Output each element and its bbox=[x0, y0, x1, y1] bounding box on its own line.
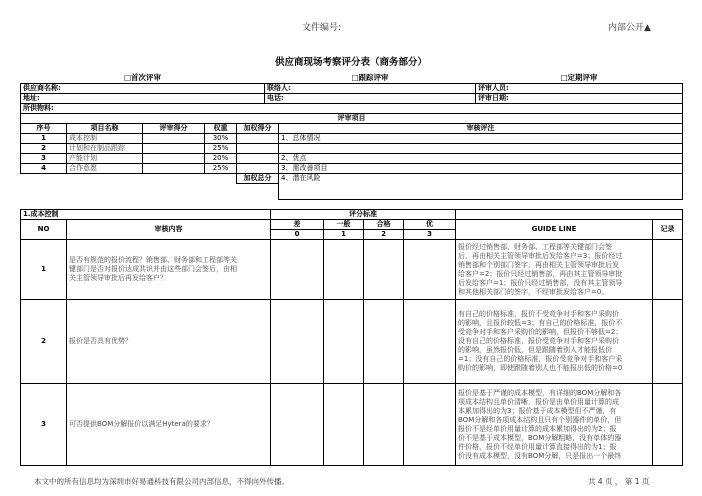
score-cell[interactable] bbox=[271, 300, 324, 384]
score-cell[interactable] bbox=[404, 384, 456, 466]
level-pass: 合格 bbox=[364, 220, 404, 230]
weighted-cell[interactable] bbox=[237, 164, 279, 174]
cost-section-title: 1.成本控制 bbox=[21, 210, 271, 220]
score-cell[interactable] bbox=[324, 240, 364, 300]
comment-overall: 1、总体情况 bbox=[279, 134, 683, 144]
info-table bbox=[20, 72, 683, 114]
periodic-review-checkbox[interactable]: □定期评审 bbox=[560, 72, 598, 82]
classification-label: 内部公开▲ bbox=[608, 23, 651, 33]
level-poor: 差 bbox=[271, 220, 324, 230]
score-cell[interactable] bbox=[271, 384, 324, 466]
score-cell[interactable] bbox=[271, 240, 324, 300]
cost-row-content: 是否有规范的报价流程？销售部、财务部和工程部等关 键部门是否对报价达成共识并由这些部门会签后，由相 关主管领导审批后再发给客户？ bbox=[67, 240, 271, 300]
table-row bbox=[21, 384, 683, 466]
col-item-name: 项目名称 bbox=[67, 124, 143, 134]
record-label: 记录 bbox=[653, 220, 683, 240]
row-weight: 25% bbox=[205, 144, 237, 154]
col-content-label: 审核内容 bbox=[67, 220, 271, 240]
score-standard-label: 评分标准 bbox=[271, 210, 456, 220]
col-weight: 权重 bbox=[205, 124, 237, 134]
comment-risk: 4、潜在风险 bbox=[279, 174, 683, 200]
cost-row-guide: 报价是基于严谨的成本模型，有详细的BOM分解和各 项成本结构且单价清晰，报价是由单价用量计算的成 本累加得出的为3；报价基于成本模型但不严谨，有 BOM分解和各项成本结构且只有个别器件的单价，但 报价不是经单价用量计算的成本累加得出的为2；报 价不是基于成本模型，BOM分解粗略，没有单体的器 件价格，报价不经单价用量计算直接得出的为1；报 价没有成本模型，没有BOM分解，只是报出一个最终 bbox=[456, 384, 653, 466]
score-cell[interactable] bbox=[404, 240, 456, 300]
record-cell[interactable] bbox=[653, 240, 683, 300]
page-title: 供应商现场考察评分表（商务部分） bbox=[274, 57, 427, 68]
score-cell[interactable] bbox=[143, 144, 205, 154]
col-comment: 审核评注 bbox=[279, 124, 683, 134]
table-row bbox=[21, 154, 683, 164]
row-no: 4 bbox=[21, 164, 67, 174]
cost-row-guide: 有自己的价格标准，报价不受竞争对手和客户采购价 的影响，且报价较低=3；有自己的价格标准，报价不 受竞争对手和客户采购价的影响，但报价不够低=2； 没有自己的价格标准，报价受竞争对手和客户采购价 的影响，虽然报价低，但是跟随着别人才能报低价 =1；没有自己的价格标准，报价受竞争对手和客户采 购价的影响，即使跟随着别人也不能报出低的价格=0 bbox=[456, 300, 653, 384]
score-1: 1 bbox=[324, 230, 364, 240]
cost-row-no: 3 bbox=[21, 384, 67, 466]
review-items-table bbox=[20, 113, 683, 200]
score-cell[interactable] bbox=[364, 384, 404, 466]
weighted-cell[interactable] bbox=[237, 144, 279, 154]
score-cell[interactable] bbox=[143, 134, 205, 144]
comment-improvements: 3、需改善项目 bbox=[279, 164, 683, 174]
contact-label: 联络人: bbox=[265, 83, 476, 93]
score-2: 2 bbox=[364, 230, 404, 240]
address-label: 地址: bbox=[21, 93, 265, 103]
page-number: 共 4 页 ， 第 1 页 bbox=[588, 477, 650, 486]
weighted-cell[interactable] bbox=[237, 134, 279, 144]
row-weight: 30% bbox=[205, 134, 237, 144]
table-row bbox=[21, 164, 683, 174]
score-cell[interactable] bbox=[324, 300, 364, 384]
footer-notice: 本文中的所有信息均为深圳市好易通科技有限公司内部信息，不得向外传播。 bbox=[34, 477, 289, 486]
cost-row-no: 1 bbox=[21, 240, 67, 300]
cost-control-table bbox=[20, 209, 683, 466]
row-no: 3 bbox=[21, 154, 67, 164]
phone-label: 电话: bbox=[265, 93, 476, 103]
level-excellent: 优 bbox=[404, 220, 456, 230]
score-cell[interactable] bbox=[324, 384, 364, 466]
cost-row-content: 报价是否具有优势？ bbox=[67, 300, 271, 384]
table-row bbox=[21, 240, 683, 300]
cost-row-no: 2 bbox=[21, 300, 67, 384]
level-fair: 一般 bbox=[324, 220, 364, 230]
record-cell[interactable] bbox=[653, 384, 683, 466]
score-3: 3 bbox=[404, 230, 456, 240]
review-items-section: 评审项目 bbox=[21, 114, 683, 124]
row-name: 成本控制 bbox=[67, 134, 143, 144]
row-name: 产能计划 bbox=[67, 154, 143, 164]
row-weight: 20% bbox=[205, 154, 237, 164]
materials-label: 所供物料: bbox=[21, 103, 683, 113]
reviewer-label: 评审人员: bbox=[476, 83, 683, 93]
row-name: 合作意愿 bbox=[67, 164, 143, 174]
comment-blank bbox=[279, 144, 683, 154]
score-cell[interactable] bbox=[364, 300, 404, 384]
review-date-label: 评审日期: bbox=[476, 93, 683, 103]
score-cell[interactable] bbox=[143, 154, 205, 164]
record-cell[interactable] bbox=[653, 300, 683, 384]
score-cell[interactable] bbox=[143, 164, 205, 174]
col-weighted-score: 加权得分 bbox=[237, 124, 279, 134]
col-no: 序号 bbox=[21, 124, 67, 134]
weighted-cell[interactable] bbox=[237, 154, 279, 164]
follow-review-checkbox[interactable]: □跟踪评审 bbox=[351, 72, 389, 82]
table-row bbox=[21, 134, 683, 144]
comment-strengths: 2、优点 bbox=[279, 154, 683, 164]
table-row bbox=[21, 144, 683, 154]
row-no: 1 bbox=[21, 134, 67, 144]
first-review-checkbox[interactable]: □首次评审 bbox=[123, 72, 162, 82]
guide-line-label: GUIDE LINE bbox=[456, 220, 653, 240]
cost-row-content: 可否提供BOM分解报价以满足Hytera的要求？ bbox=[67, 384, 271, 466]
row-weight: 25% bbox=[205, 164, 237, 174]
score-0: 0 bbox=[271, 230, 324, 240]
row-name: 计划和在制品跟踪 bbox=[67, 144, 143, 154]
score-cell[interactable] bbox=[404, 300, 456, 384]
col-no-label: NO bbox=[21, 220, 67, 240]
row-no: 2 bbox=[21, 144, 67, 154]
table-row bbox=[21, 300, 683, 384]
cost-row-guide: 报价经过销售部、财务部、工程部等关键部门会签 后，再由相关主管领导审批后发给客户=3；报价经过 销售部和个别部门签字，再由相关主管领导审批后发 给客户=2；报价只经过销售部，再由其主管领导审批 后发给客户=1；报价只经过销售部，没有其主管领导 和其他相关部门的签字，不经审批发给客户=0。 bbox=[456, 240, 653, 300]
weighted-total-label: 加权总分 bbox=[237, 174, 279, 184]
file-number: 文件编号: bbox=[302, 23, 342, 33]
supplier-name-label: 供应商名称: bbox=[21, 83, 265, 93]
col-score: 评审得分 bbox=[143, 124, 205, 134]
score-cell[interactable] bbox=[364, 240, 404, 300]
